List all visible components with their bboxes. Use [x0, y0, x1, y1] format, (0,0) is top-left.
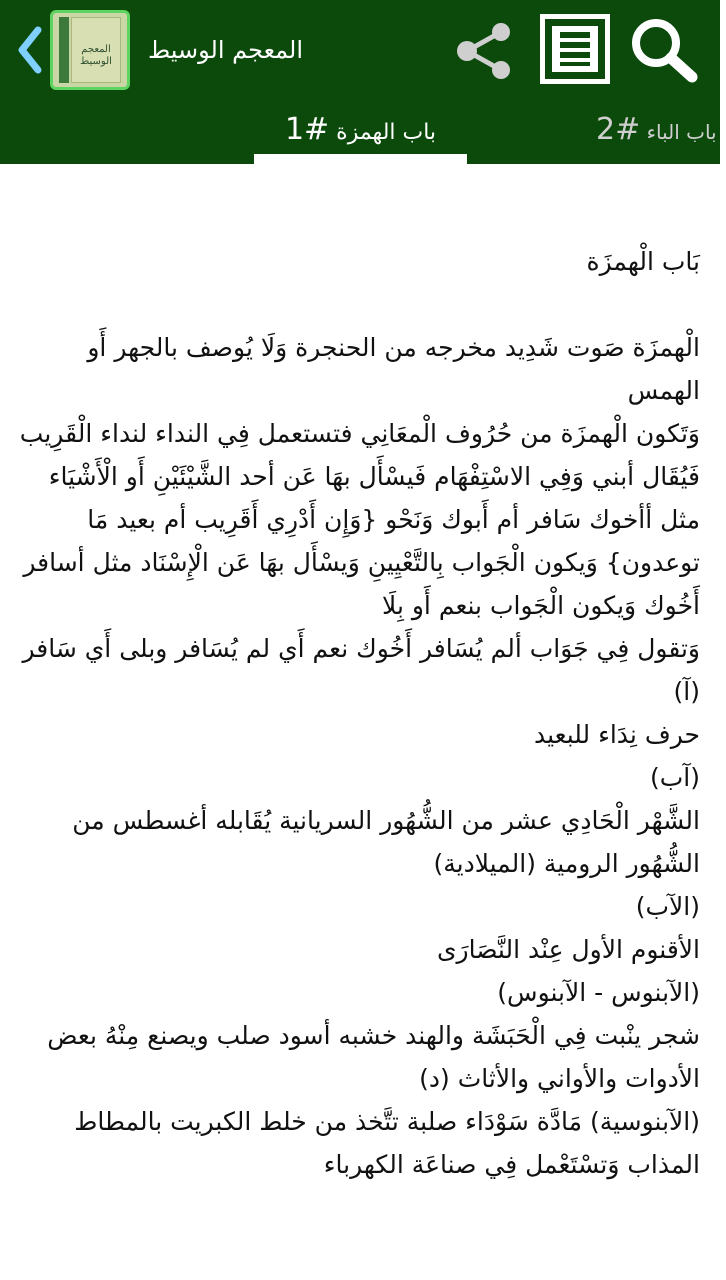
entry-line: وَتقول فِي جَوَاب ألم يُسَافر أَخُوك نعم أَي لم يُسَافر وبلى أَي سَافر [22, 634, 700, 663]
entry-line: الأقنوم الأول عِنْد النَّصَارَى [436, 935, 700, 964]
menu-list-icon[interactable] [540, 14, 610, 84]
entry-line: الْهمزَة صَوت شَدِيد مخرجه من الحنجرة وَلَا يُوصف بالجهر أَو الهمس [87, 333, 700, 405]
app-bar [0, 0, 720, 100]
app-logo[interactable] [50, 10, 130, 90]
back-chevron-icon[interactable] [14, 26, 46, 74]
share-icon[interactable] [455, 22, 515, 80]
entry-headword: (آب) [650, 763, 700, 792]
logo-text: المعجم الوسيط [80, 44, 112, 67]
entry-line: (الآبنوسية) مَادَّة سَوْدَاء صلبة تتَّخذ من خلط الكبريت بالمطاط المذاب وَتسْتَعْمل فِي صناعَة الكهرباء [74, 1107, 700, 1179]
entry-line: شجر ينْبت فِي الْحَبَشَة والهند خشبه أسود صلب ويصنع مِنْهُ بعض الأدوات والأواني والأثاث (د) [47, 1021, 700, 1093]
tab-hamza[interactable] [254, 100, 467, 162]
dictionary-content [14, 240, 700, 1280]
entry-headword: (الآب) [635, 892, 700, 921]
search-icon[interactable] [628, 16, 700, 84]
book-spine [59, 17, 69, 83]
tab-baa-number: #2 [596, 112, 641, 147]
menu-bar [560, 62, 590, 66]
tab-hamza-label: باب الهمزة [336, 120, 437, 145]
tab-baa[interactable] [596, 100, 726, 162]
entry-line: حرف نِدَاء للبعيد [533, 720, 700, 749]
chapter-heading: بَاب الْهمزَة [586, 247, 700, 276]
entry-line: الشَّهْر الْحَادِي عشر من الشُّهُور السريانية يُقَابله أغسطس من الشُّهُور الرومية (الميلادية) [72, 806, 700, 878]
book-cover [71, 17, 121, 83]
app-title: المعجم الوسيط [148, 36, 304, 64]
entry-headword: (الآبنوس - الآبنوس) [497, 978, 700, 1007]
menu-frame [552, 26, 598, 72]
tab-selected-indicator [254, 154, 467, 164]
tab-hamza-number: #1 [284, 112, 330, 147]
tab-baa-label: باب الباء [646, 120, 717, 144]
entry-line: وَتَكون الْهمزَة من حُرُوف الْمعَانِي فتستعمل فِي النداء لنداء الْقَرِيب فَيُقَال أبني وَفِي الاسْتِفْهَام فَيسْأَل بهَا عَن أحد الشَّيْئَيْنِ أَو الْأَشْيَاء مثل أأخوك سَافر أم أَبوك وَنَحْو {وَإِن أَدْرِي أَقَرِيب أم بعيد مَا توعدون} وَيكون الْجَواب بِالتَّعْيِينِ وَيسْأَل بهَا عَن الْإِسْنَاد مثل أسافر أَخُوك وَيكون الْجَواب بنعم أَو بِلَا [19, 419, 700, 620]
menu-bar [560, 52, 590, 58]
menu-bar [560, 32, 590, 38]
entry-headword: (آ) [673, 677, 700, 706]
menu-bar [560, 42, 590, 48]
heading-spacer [14, 283, 700, 326]
